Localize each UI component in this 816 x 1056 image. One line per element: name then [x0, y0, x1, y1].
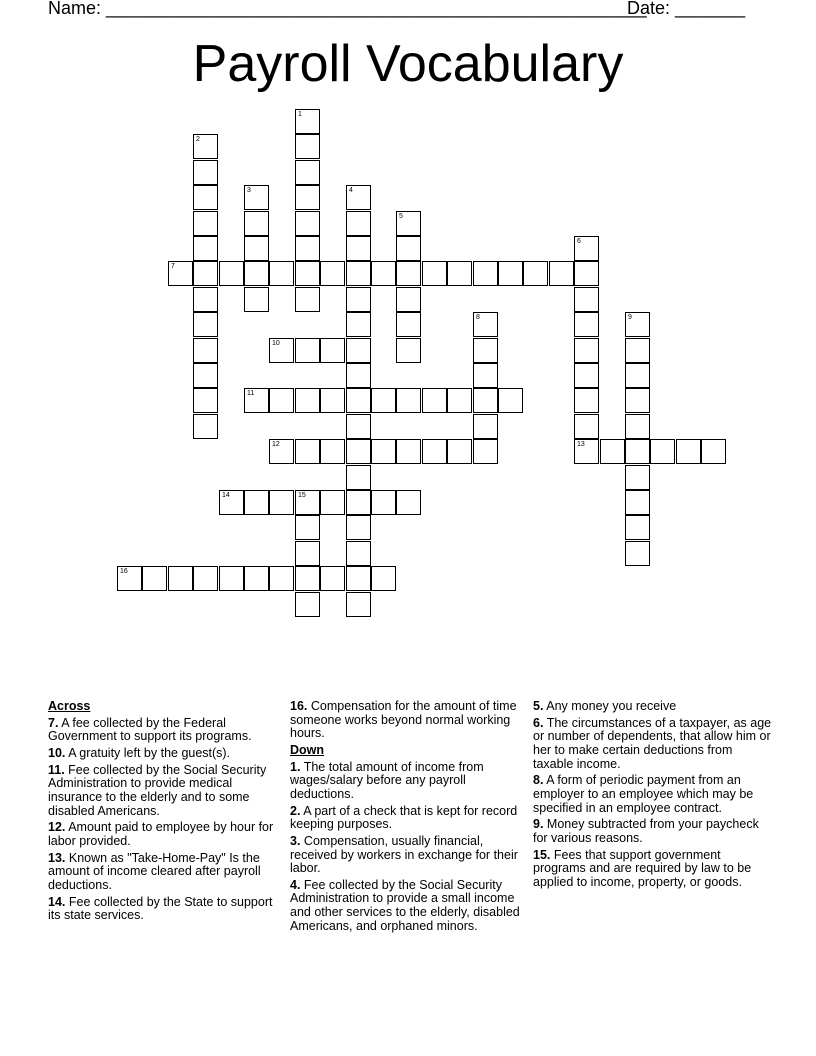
crossword-cell[interactable] — [346, 388, 371, 413]
crossword-cell[interactable] — [219, 566, 244, 591]
clue-number: 13 — [577, 441, 585, 448]
crossword-cell[interactable] — [193, 566, 218, 591]
crossword-cell[interactable] — [701, 439, 726, 464]
crossword-cell[interactable] — [396, 388, 421, 413]
crossword-cell[interactable] — [498, 261, 523, 286]
crossword-cell[interactable] — [193, 185, 218, 210]
crossword-cell[interactable] — [244, 261, 269, 286]
clues-column-1 — [48, 700, 286, 926]
clue-number: 8 — [476, 314, 480, 321]
page-title: Payroll Vocabulary — [192, 35, 624, 93]
crossword-cell[interactable] — [269, 338, 294, 363]
crossword-cell[interactable] — [625, 439, 650, 464]
across-heading: Across — [48, 699, 91, 713]
crossword-cell[interactable] — [320, 338, 345, 363]
clue-number: 12 — [272, 441, 280, 448]
crossword-cell[interactable] — [625, 363, 650, 388]
crossword-cell[interactable] — [346, 338, 371, 363]
crossword-cell[interactable] — [396, 261, 421, 286]
crossword-cell[interactable] — [295, 388, 320, 413]
crossword-cell[interactable] — [295, 490, 320, 515]
clue-number: 16 — [120, 568, 128, 575]
crossword-cell[interactable] — [574, 261, 599, 286]
crossword-cell[interactable] — [371, 490, 396, 515]
crossword-cell[interactable] — [346, 261, 371, 286]
crossword-cell[interactable] — [396, 338, 421, 363]
clue-down-5: 5. Any money you receive — [533, 699, 677, 713]
crossword-cell[interactable] — [295, 261, 320, 286]
crossword-cell[interactable] — [625, 541, 650, 566]
crossword-cell[interactable] — [396, 236, 421, 261]
crossword-cell[interactable] — [447, 261, 472, 286]
clue-number: 2 — [196, 136, 200, 143]
crossword-cell[interactable] — [346, 287, 371, 312]
clues-column-3 — [533, 700, 773, 893]
crossword-cell[interactable] — [625, 414, 650, 439]
clue-across-16: 16. Compensation for the amount of time someone works beyond normal working hours. — [290, 699, 517, 741]
crossword-cell[interactable] — [320, 388, 345, 413]
crossword-cell[interactable] — [346, 490, 371, 515]
clue-number: 5 — [399, 213, 403, 220]
crossword-cell[interactable] — [295, 541, 320, 566]
crossword-cell[interactable] — [574, 439, 599, 464]
crossword-cell[interactable] — [625, 515, 650, 540]
clue-down-1: 1. The total amount of income from wages/salary before any payroll deductions. — [290, 759, 484, 801]
crossword-cell[interactable] — [346, 465, 371, 490]
crossword-cell[interactable] — [193, 211, 218, 236]
crossword-cell[interactable] — [320, 261, 345, 286]
crossword-cell[interactable] — [193, 388, 218, 413]
crossword-cell[interactable] — [625, 312, 650, 337]
crossword-cell[interactable] — [676, 439, 701, 464]
crossword-cell[interactable] — [422, 261, 447, 286]
crossword-cell[interactable] — [193, 363, 218, 388]
crossword-cell[interactable] — [244, 211, 269, 236]
crossword-cell[interactable] — [346, 211, 371, 236]
crossword-cell[interactable] — [193, 287, 218, 312]
clue-down-9: 9. Money subtracted from your paycheck for various reasons. — [533, 817, 759, 845]
crossword-cell[interactable] — [346, 515, 371, 540]
down-heading: Down — [290, 742, 325, 757]
clue-number: 7 — [171, 263, 175, 270]
crossword-cell[interactable] — [193, 134, 218, 159]
crossword-cell[interactable] — [269, 261, 294, 286]
crossword-cell[interactable] — [244, 388, 269, 413]
crossword-cell[interactable] — [396, 439, 421, 464]
crossword-cell[interactable] — [346, 439, 371, 464]
crossword-cell[interactable] — [320, 490, 345, 515]
crossword-cell[interactable] — [269, 439, 294, 464]
crossword-cell[interactable] — [396, 211, 421, 236]
crossword-cell[interactable] — [193, 160, 218, 185]
crossword-cell[interactable] — [168, 566, 193, 591]
crossword-cell[interactable] — [295, 439, 320, 464]
crossword-cell[interactable] — [346, 312, 371, 337]
crossword-cell[interactable] — [295, 287, 320, 312]
crossword-cell[interactable] — [346, 541, 371, 566]
crossword-cell[interactable] — [269, 566, 294, 591]
crossword-cell[interactable] — [574, 363, 599, 388]
crossword-cell[interactable] — [549, 261, 574, 286]
crossword-cell[interactable] — [625, 490, 650, 515]
clue-number: 11 — [247, 390, 255, 397]
crossword-cell[interactable] — [346, 363, 371, 388]
clue-down-15: 15. Fees that support government programs and are required by law to be applied to income, property, or goods. — [533, 847, 752, 889]
crossword-cell[interactable] — [371, 388, 396, 413]
clue-across-10: 10. A gratuity left by the guest(s). — [48, 745, 231, 760]
crossword-cell[interactable] — [320, 566, 345, 591]
clue-down-2: 2. A part of a check that is kept for record keeping purposes. — [290, 803, 518, 832]
crossword-cell[interactable] — [574, 236, 599, 261]
crossword-cell[interactable] — [625, 388, 650, 413]
crossword-cell[interactable] — [244, 185, 269, 210]
crossword-cell[interactable] — [193, 312, 218, 337]
crossword-cell[interactable] — [396, 312, 421, 337]
clue-down-4: 4. Fee collected by the Social Security Administration to provide a small income and other services to the elderly, disabled Americans, and orphaned minors. — [290, 877, 520, 933]
name-field[interactable]: Name: ______________________________________________________ — [48, 0, 647, 18]
crossword-cell[interactable] — [193, 338, 218, 363]
crossword-cell[interactable] — [473, 388, 498, 413]
clue-number: 1 — [298, 111, 302, 118]
clue-across-12: 12. Amount paid to employee by hour for labor provided. — [48, 820, 274, 848]
crossword-cell[interactable] — [498, 388, 523, 413]
crossword-cell[interactable] — [295, 211, 320, 236]
crossword-cell[interactable] — [473, 261, 498, 286]
crossword-cell[interactable] — [193, 261, 218, 286]
crossword-cell[interactable] — [219, 490, 244, 515]
crossword-cell[interactable] — [142, 566, 167, 591]
crossword-cell[interactable] — [371, 439, 396, 464]
crossword-cell[interactable] — [295, 566, 320, 591]
clue-down-8: 8. A form of periodic payment from an employer to an employee which may be specified in an employee contract. — [533, 773, 754, 815]
clue-number: 15 — [298, 492, 306, 499]
crossword-cell[interactable] — [295, 515, 320, 540]
crossword-cell[interactable] — [473, 312, 498, 337]
crossword-cell[interactable] — [473, 414, 498, 439]
crossword-cell[interactable] — [295, 160, 320, 185]
crossword-cell[interactable] — [244, 566, 269, 591]
crossword-cell[interactable] — [117, 566, 142, 591]
crossword-cell[interactable] — [269, 490, 294, 515]
crossword-cell[interactable] — [244, 236, 269, 261]
crossword-cell[interactable] — [320, 439, 345, 464]
clue-down-3: 3. Compensation, usually financial, received by workers in exchange for their labor. — [290, 833, 518, 876]
crossword-cell[interactable] — [219, 261, 244, 286]
crossword-cell[interactable] — [574, 338, 599, 363]
crossword-cell[interactable] — [447, 388, 472, 413]
crossword-cell[interactable] — [473, 439, 498, 464]
crossword-cell[interactable] — [396, 287, 421, 312]
crossword-cell[interactable] — [295, 592, 320, 617]
crossword-cell[interactable] — [600, 439, 625, 464]
crossword-cell[interactable] — [346, 566, 371, 591]
crossword-cell[interactable] — [295, 338, 320, 363]
crossword-cell[interactable] — [523, 261, 548, 286]
crossword-cell[interactable] — [574, 312, 599, 337]
clue-across-13: 13. Known as "Take-Home-Pay" Is the amount of income cleared after payroll deductions. — [48, 850, 261, 892]
crossword-cell[interactable] — [346, 185, 371, 210]
crossword-cell[interactable] — [193, 414, 218, 439]
crossword-cell[interactable] — [371, 566, 396, 591]
clue-across-11: 11. Fee collected by the Social Security Administration to provide medical insurance to the elderly and to some disabled Americans. — [48, 762, 267, 818]
clue-across-14: 14. Fee collected by the State to support its state services. — [48, 894, 273, 923]
crossword-cell[interactable] — [625, 338, 650, 363]
clue-number: 14 — [222, 492, 230, 499]
clue-number: 4 — [349, 187, 353, 194]
crossword-cell[interactable] — [193, 236, 218, 261]
crossword-cell[interactable] — [422, 439, 447, 464]
crossword-cell[interactable] — [244, 287, 269, 312]
crossword-cell[interactable] — [650, 439, 675, 464]
clue-number: 10 — [272, 340, 280, 347]
crossword-cell[interactable] — [574, 388, 599, 413]
crossword-cell[interactable] — [574, 414, 599, 439]
crossword-cell[interactable] — [422, 388, 447, 413]
date-field[interactable]: Date: _______ — [627, 0, 746, 18]
crossword-cell[interactable] — [473, 363, 498, 388]
clue-down-6: 6. The circumstances of a taxpayer, as age or number of dependents, that allow him or her to make certain deductions from taxable income. — [533, 715, 772, 771]
crossword-cell[interactable] — [295, 185, 320, 210]
crossword-cell[interactable] — [574, 287, 599, 312]
clues-column-2 — [290, 700, 528, 936]
crossword-cell[interactable] — [295, 109, 320, 134]
crossword-cell[interactable] — [447, 439, 472, 464]
crossword-cell[interactable] — [625, 465, 650, 490]
crossword-cell[interactable] — [269, 388, 294, 413]
clue-number: 9 — [628, 314, 632, 321]
crossword-cell[interactable] — [371, 261, 396, 286]
clue-across-7: 7. A fee collected by the Federal Government to support its programs. — [48, 715, 252, 744]
crossword-cell[interactable] — [168, 261, 193, 286]
crossword-cell[interactable] — [396, 490, 421, 515]
crossword-cell[interactable] — [295, 134, 320, 159]
crossword-cell[interactable] — [346, 236, 371, 261]
crossword-cell[interactable] — [473, 338, 498, 363]
crossword-cell[interactable] — [244, 490, 269, 515]
crossword-cell[interactable] — [346, 414, 371, 439]
clue-number: 6 — [577, 238, 581, 245]
crossword-cell[interactable] — [346, 592, 371, 617]
crossword-cell[interactable] — [295, 236, 320, 261]
clue-number: 3 — [247, 187, 251, 194]
